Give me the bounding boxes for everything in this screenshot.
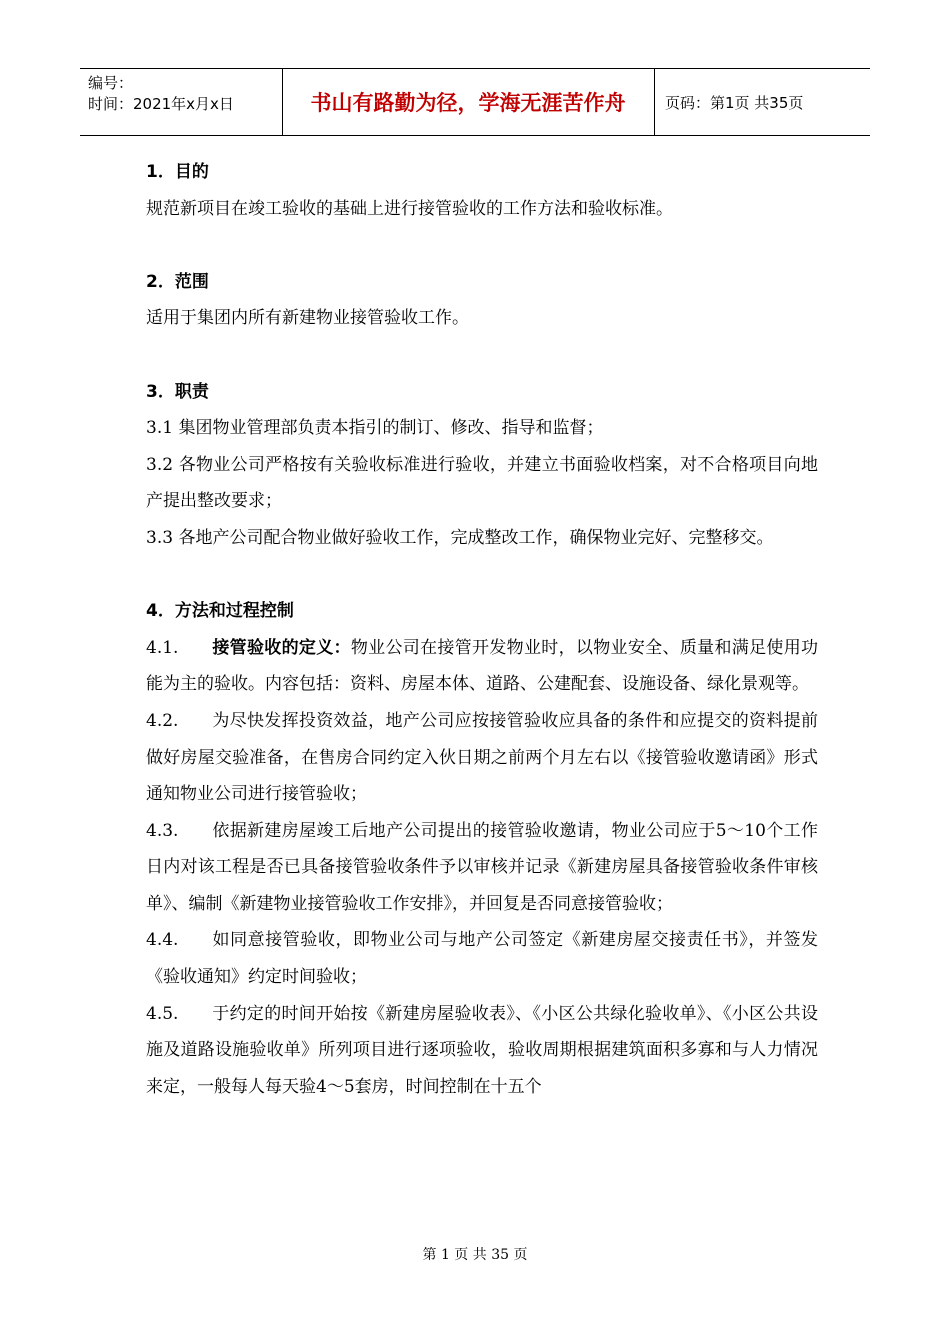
header-divider xyxy=(654,69,655,135)
paragraph xyxy=(146,630,818,703)
item-number: 4.1. xyxy=(146,637,179,658)
paragraph-text: 如同意接管验收，即物业公司与地产公司签定《新建房屋交接责任书》，并签发《验收通知》约定时间验收； xyxy=(146,930,818,988)
paragraph: 3.1 集团物业管理部负责本指引的制订、修改、指导和监督； xyxy=(146,418,604,439)
document-header xyxy=(80,68,870,136)
paragraph-text: 依据新建房屋竣工后地产公司提出的接管验收邀请，物业公司应于5～10个工作日内对该工程是否已具备接管验收条件予以审核并记录《新建房屋具备接管验收条件审核单》、编制《新建物业接管验收工作安排》，并回复是否同意接管验收； xyxy=(146,820,818,914)
page-footer: 第 1 页 共 35 页 xyxy=(422,1247,528,1263)
document-body xyxy=(146,154,818,1105)
paragraph: 适用于集团内所有新建物业接管验收工作。 xyxy=(146,308,469,329)
item-number: 4.2. xyxy=(146,710,179,731)
header-motto: 书山有路勤为径，学海无涯苦作舟 xyxy=(310,91,626,115)
paragraph: 3.3 各地产公司配合物业做好验收工作，完成整改工作，确保物业完好、完整移交。 xyxy=(146,527,774,548)
header-left-cell xyxy=(88,73,234,115)
definition-term: 接管验收的定义： xyxy=(212,637,351,658)
number-label: 编号： xyxy=(88,74,134,92)
paragraph xyxy=(146,813,818,923)
section-title: 1．目的 xyxy=(146,162,209,182)
paragraph xyxy=(146,703,818,813)
paragraph xyxy=(146,922,818,995)
item-number: 4.4. xyxy=(146,930,179,951)
paragraph: 规范新项目在竣工验收的基础上进行接管验收的工作方法和验收标准。 xyxy=(146,198,673,219)
header-page-info: 页码：第1页 共35页 xyxy=(665,93,804,112)
section-title: 3．职责 xyxy=(146,381,209,402)
paragraph-text: 物业公司在接管开发物业时，以物业安全、质量和满足使用功能为主的验收。内容包括：资料、房屋本体、道路、公建配套、设施设备、绿化景观等。 xyxy=(146,637,819,695)
item-number: 4.3. xyxy=(146,820,179,841)
item-number: 4.5. xyxy=(146,1003,179,1024)
section-title: 2．范围 xyxy=(146,271,209,292)
paragraph: 3.2 各物业公司严格按有关验收标准进行验收，并建立书面验收档案，对不合格项目向地产提出整改要求； xyxy=(146,454,818,512)
section-title: 4．方法和过程控制 xyxy=(146,601,294,622)
paragraph-text: 于约定的时间开始按《新建房屋验收表》、《小区公共绿化验收单》、《小区公共设施及道路设施验收单》所列项目进行逐项验收，验收周期根据建筑面积多寡和与人力情况来定，一般每人每天验4～5套房，时间控制在十五个 xyxy=(146,1003,818,1097)
time-label: 时间：2021年x月x日 xyxy=(88,95,234,113)
paragraph-text: 为尽快发挥投资效益，地产公司应按接管验收应具备的条件和应提交的资料提前做好房屋交验准备，在售房合同约定入伙日期之前两个月左右以《接管验收邀请函》形式通知物业公司进行接管验收； xyxy=(146,710,818,805)
paragraph xyxy=(146,996,818,1106)
